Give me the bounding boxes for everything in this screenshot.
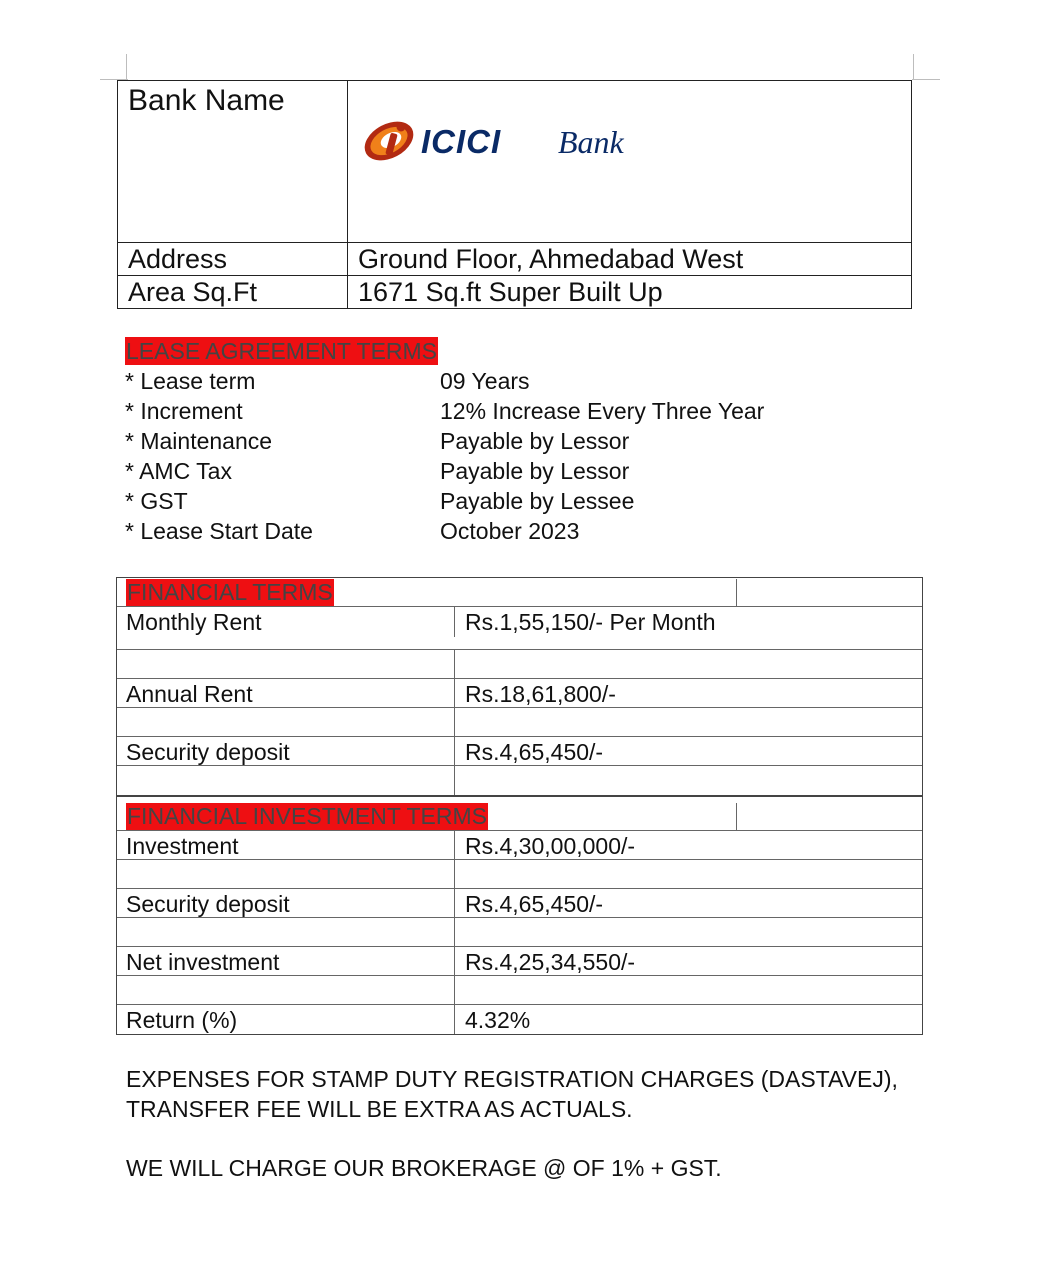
- expenses-note-line-2: TRANSFER FEE WILL BE EXTRA AS ACTUALS.: [126, 1096, 633, 1122]
- bank-name-row: [118, 81, 911, 243]
- address-label: Address: [118, 243, 348, 275]
- gst-value: Payable by Lessee: [440, 488, 635, 514]
- return-label: Return (%): [117, 1005, 455, 1034]
- logo-bank-text: Bank: [558, 124, 624, 160]
- financial-terms-heading-cell: [117, 579, 737, 606]
- security-deposit-value: Rs.4,65,450/-: [465, 891, 604, 917]
- financial-terms-table: [116, 577, 923, 796]
- address-row: [118, 243, 911, 276]
- spacer-row: [117, 766, 922, 795]
- page-corner-mark-left-v: [126, 54, 127, 80]
- lease-term-value: 09 Years: [440, 368, 530, 394]
- icici-bank-logo: [361, 119, 676, 163]
- increment-label: * Increment: [125, 398, 243, 424]
- area-row: [118, 276, 911, 308]
- address-value: Ground Floor, Ahmedabad West: [358, 244, 744, 274]
- lease-row: [125, 426, 764, 456]
- table-row: [117, 679, 922, 708]
- investment-terms-table: [116, 796, 923, 1035]
- bank-info-table: [117, 80, 912, 309]
- monthly-rent-value: Rs.1,55,150/- Per Month: [465, 609, 716, 635]
- return-value: 4.32%: [465, 1007, 531, 1033]
- spacer-row: [117, 918, 922, 947]
- lease-term-label: * Lease term: [125, 368, 256, 394]
- lease-start-date-label: * Lease Start Date: [125, 518, 313, 544]
- table-row: [117, 737, 922, 766]
- lease-terms-section: [125, 337, 764, 546]
- lease-terms-heading: LEASE AGREEMENT TERMS: [126, 338, 438, 364]
- bank-name-label: Bank Name: [118, 81, 348, 242]
- annual-rent-value: Rs.18,61,800/-: [465, 681, 616, 707]
- table-row: [117, 1005, 922, 1034]
- lease-row: [125, 516, 764, 546]
- table-row: [117, 947, 922, 976]
- security-deposit-label: Security deposit: [117, 889, 455, 917]
- maintenance-label: * Maintenance: [125, 428, 273, 454]
- lease-row: [125, 486, 764, 516]
- logo-icici-text: ICICI: [421, 123, 502, 160]
- page-corner-mark-right: [912, 79, 940, 80]
- area-value: 1671 Sq.ft Super Built Up: [358, 277, 663, 307]
- expenses-note: [126, 1064, 898, 1124]
- security-deposit-label: Security deposit: [117, 737, 455, 765]
- lease-row: [125, 396, 764, 426]
- maintenance-value: Payable by Lessor: [440, 428, 630, 454]
- lease-row: [125, 456, 764, 486]
- spacer-row: [117, 708, 922, 737]
- net-investment-value: Rs.4,25,34,550/-: [465, 949, 636, 975]
- lease-start-date-value: October 2023: [440, 518, 580, 544]
- area-label: Area Sq.Ft: [118, 276, 348, 308]
- table-row: [117, 831, 922, 860]
- amc-tax-value: Payable by Lessor: [440, 458, 630, 484]
- icici-logo-icon: [361, 119, 676, 163]
- spacer-row: [117, 860, 922, 889]
- table-row: [117, 607, 922, 650]
- net-investment-label: Net investment: [117, 947, 455, 975]
- page-corner-mark-right-v: [913, 54, 914, 80]
- gst-label: * GST: [125, 488, 188, 514]
- lease-row: [125, 366, 764, 396]
- investment-terms-heading: FINANCIAL INVESTMENT TERMS: [127, 803, 487, 829]
- monthly-rent-label: Monthly Rent: [117, 607, 455, 637]
- table-row: [117, 889, 922, 918]
- annual-rent-label: Annual Rent: [117, 679, 455, 707]
- expenses-note-line-1: EXPENSES FOR STAMP DUTY REGISTRATION CHARGES (DASTAVEJ),: [126, 1066, 898, 1092]
- financial-terms-heading-row: [117, 578, 922, 607]
- lease-terms-list: [125, 366, 764, 546]
- security-deposit-value: Rs.4,65,450/-: [465, 739, 604, 765]
- financial-terms-heading: FINANCIAL TERMS: [127, 579, 333, 605]
- brokerage-note: WE WILL CHARGE OUR BROKERAGE @ OF 1% + GST.: [126, 1155, 722, 1181]
- investment-value: Rs.4,30,00,000/-: [465, 833, 636, 859]
- investment-terms-heading-cell: [117, 803, 737, 830]
- increment-value: 12% Increase Every Three Year: [440, 398, 765, 424]
- investment-label: Investment: [117, 831, 455, 859]
- investment-terms-heading-row: [117, 797, 922, 831]
- spacer-row: [117, 650, 922, 679]
- amc-tax-label: * AMC Tax: [125, 458, 232, 484]
- spacer-row: [117, 976, 922, 1005]
